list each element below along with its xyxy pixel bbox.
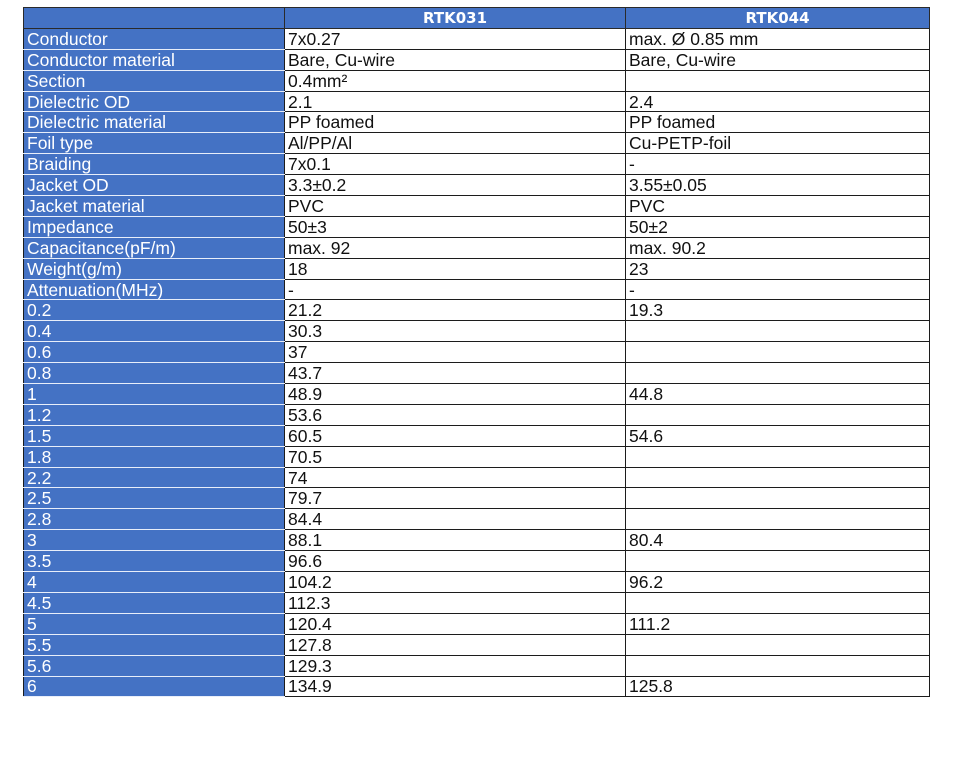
table-row [24,70,930,91]
rtk044-value: 50±2 [626,216,930,237]
table-row [24,572,930,593]
row-label: 3.5 [24,551,285,572]
rtk031-value: max. 92 [285,237,626,258]
table-row [24,634,930,655]
rtk044-value: 23 [626,258,930,279]
table-row [24,551,930,572]
table-row [24,216,930,237]
cable-spec-table [23,7,930,697]
rtk031-value: 43.7 [285,363,626,384]
rtk031-value: 70.5 [285,446,626,467]
rtk044-value [626,363,930,384]
rtk031-value: - [285,279,626,300]
row-label: Attenuation(MHz) [24,279,285,300]
header-blank-cell [24,8,285,29]
table-row [24,676,930,697]
table-row [24,91,930,112]
row-label: Dielectric OD [24,91,285,112]
table-row [24,655,930,676]
row-label: 1.2 [24,404,285,425]
rtk044-value: Cu-PETP-foil [626,133,930,154]
table-row [24,258,930,279]
rtk031-value: 79.7 [285,488,626,509]
rtk031-value: 0.4mm² [285,70,626,91]
rtk044-value [626,446,930,467]
rtk044-value: max. Ø 0.85 mm [626,28,930,49]
row-label: Impedance [24,216,285,237]
row-label: 0.8 [24,363,285,384]
row-label: 0.6 [24,342,285,363]
header-rtk044: RTK044 [626,8,930,29]
table-row [24,509,930,530]
spec-rows [24,28,930,697]
rtk031-value: 3.3±0.2 [285,175,626,196]
rtk044-value [626,342,930,363]
rtk044-value [626,551,930,572]
table-row [24,49,930,70]
table-row [24,28,930,49]
rtk044-value [626,592,930,613]
rtk031-value: 53.6 [285,404,626,425]
rtk031-value: 112.3 [285,592,626,613]
row-label: 2.2 [24,467,285,488]
table-row [24,613,930,634]
row-label: 5 [24,613,285,634]
rtk031-value: 127.8 [285,634,626,655]
table-row [24,363,930,384]
table-row [24,133,930,154]
rtk044-value: 2.4 [626,91,930,112]
rtk031-value: 104.2 [285,572,626,593]
header-row [24,8,930,29]
rtk044-value: 80.4 [626,530,930,551]
rtk044-value: 19.3 [626,300,930,321]
rtk031-value: 96.6 [285,551,626,572]
rtk044-value: Bare, Cu-wire [626,49,930,70]
rtk031-value: 84.4 [285,509,626,530]
rtk031-value: 120.4 [285,613,626,634]
table-row [24,175,930,196]
table-row [24,446,930,467]
table-row [24,530,930,551]
table-row [24,154,930,175]
table-row [24,196,930,217]
rtk031-value: Bare, Cu-wire [285,49,626,70]
row-label: 5.5 [24,634,285,655]
rtk031-value: 2.1 [285,91,626,112]
row-label: 6 [24,676,285,697]
rtk044-value: 54.6 [626,425,930,446]
table-row [24,300,930,321]
rtk031-value: 18 [285,258,626,279]
rtk031-value: 60.5 [285,425,626,446]
rtk031-value: 74 [285,467,626,488]
row-label: Conductor material [24,49,285,70]
table-row [24,404,930,425]
row-label: 0.2 [24,300,285,321]
rtk044-value: 3.55±0.05 [626,175,930,196]
rtk044-value: max. 90.2 [626,237,930,258]
rtk044-value [626,404,930,425]
row-label: 4 [24,572,285,593]
table-row [24,592,930,613]
rtk044-value [626,655,930,676]
rtk031-value: PVC [285,196,626,217]
rtk031-value: 129.3 [285,655,626,676]
rtk031-value: Al/PP/Al [285,133,626,154]
rtk044-value [626,488,930,509]
rtk044-value [626,509,930,530]
table-row [24,384,930,405]
table-row [24,112,930,133]
row-label: Foil type [24,133,285,154]
row-label: 4.5 [24,592,285,613]
row-label: 1 [24,384,285,405]
rtk044-value: PVC [626,196,930,217]
row-label: 1.8 [24,446,285,467]
row-label: 0.4 [24,321,285,342]
row-label: Jacket OD [24,175,285,196]
rtk031-value: 21.2 [285,300,626,321]
row-label: 2.5 [24,488,285,509]
table-row [24,321,930,342]
rtk031-value: 88.1 [285,530,626,551]
rtk031-value: 30.3 [285,321,626,342]
rtk031-value: 37 [285,342,626,363]
table-row [24,488,930,509]
row-label: 5.6 [24,655,285,676]
rtk044-value [626,467,930,488]
row-label: Dielectric material [24,112,285,133]
rtk044-value: - [626,279,930,300]
row-label: 3 [24,530,285,551]
header-rtk031: RTK031 [285,8,626,29]
row-label: 2.8 [24,509,285,530]
rtk044-value: 44.8 [626,384,930,405]
row-label: 1.5 [24,425,285,446]
rtk044-value [626,321,930,342]
table-row [24,237,930,258]
rtk031-value: 134.9 [285,676,626,697]
rtk031-value: 50±3 [285,216,626,237]
rtk031-value: 7x0.27 [285,28,626,49]
rtk044-value [626,70,930,91]
row-label: Weight(g/m) [24,258,285,279]
rtk044-value [626,634,930,655]
rtk044-value: - [626,154,930,175]
row-label: Jacket material [24,196,285,217]
table-row [24,342,930,363]
rtk044-value: 125.8 [626,676,930,697]
rtk044-value: 96.2 [626,572,930,593]
rtk031-value: PP foamed [285,112,626,133]
rtk031-value: 48.9 [285,384,626,405]
rtk044-value: PP foamed [626,112,930,133]
table-row [24,467,930,488]
rtk031-value: 7x0.1 [285,154,626,175]
table-row [24,279,930,300]
row-label: Capacitance(pF/m) [24,237,285,258]
rtk044-value: 111.2 [626,613,930,634]
row-label: Section [24,70,285,91]
row-label: Braiding [24,154,285,175]
table-row [24,425,930,446]
row-label: Conductor [24,28,285,49]
